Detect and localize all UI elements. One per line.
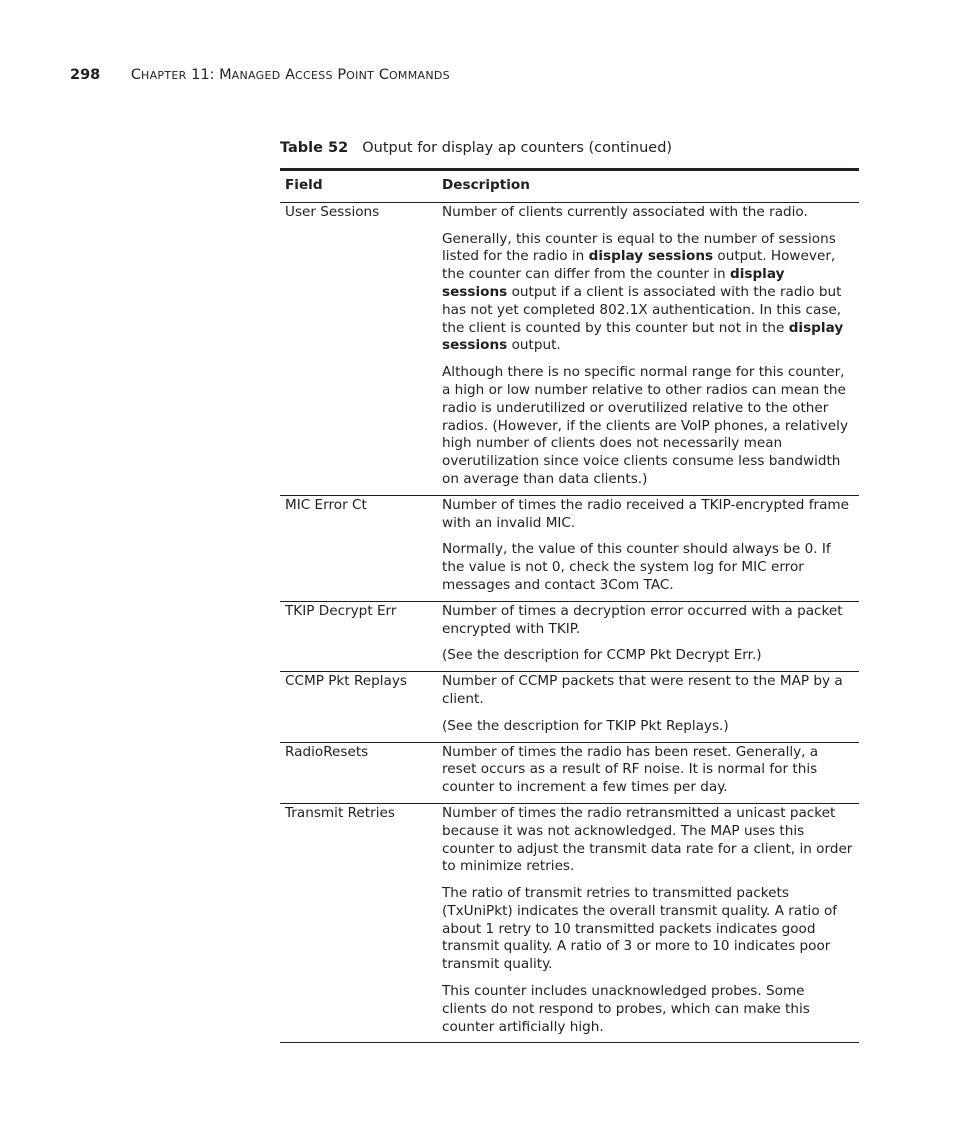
description-paragraph: Although there is no specific normal range for this counter, a high or low number relative to other radios can mean the radio is underutilized or overutilized relative to the other radios. (However, if the clients are VoIP phones, a relatively high number of clients does not necessarily mean overutilization since voice clients consume less bandwidth on average than data clients.) bbox=[442, 364, 848, 487]
counters-table bbox=[280, 168, 859, 1043]
description-paragraph: Normally, the value of this counter should always be 0. If the value is not 0, check the system log for MIC error messages and contact 3Com TAC. bbox=[442, 541, 831, 593]
running-head bbox=[70, 67, 450, 83]
description-paragraph: Generally, this counter is equal to the number of sessions listed for the radio in display sessions output. However, the counter can differ from the counter in display sessions output if a client is associated with the radio but has not yet completed 802.1X authentication. In this case, the client is counted by this counter but not in the display sessions output. bbox=[442, 230, 844, 354]
description-paragraph: Number of times the radio has been reset. Generally, a reset occurs as a result of RF noise. It is normal for this counter to increment a few times per day. bbox=[442, 743, 819, 796]
header-field: Field bbox=[285, 177, 323, 193]
table-row bbox=[280, 202, 859, 495]
field-description bbox=[437, 742, 859, 803]
description-paragraph: Number of times the radio retransmitted a unicast packet because it was not acknowledged. The MAP uses this counter to adjust the transmit data rate for a client, in order to minimize retries. bbox=[442, 804, 853, 875]
field-name: RadioResets bbox=[285, 743, 369, 760]
table-row bbox=[280, 742, 859, 803]
table-row bbox=[280, 601, 859, 671]
field-name: MIC Error Ct bbox=[285, 496, 367, 513]
description-paragraph: This counter includes unacknowledged probes. Some clients do not respond to probes, which can make this counter artificially high. bbox=[442, 983, 810, 1035]
command-name: display sessions bbox=[442, 319, 844, 354]
table-title: Output for display ap counters (continued) bbox=[362, 140, 673, 156]
field-name: TKIP Decrypt Err bbox=[285, 602, 397, 619]
command-name: display sessions bbox=[588, 248, 714, 265]
description-paragraph: Number of times a decryption error occurred with a packet encrypted with TKIP. bbox=[442, 602, 843, 637]
header-description: Description bbox=[442, 177, 530, 193]
table-row bbox=[280, 803, 859, 1043]
field-name: CCMP Pkt Replays bbox=[285, 673, 408, 690]
field-description bbox=[437, 495, 859, 601]
field-description bbox=[437, 672, 859, 742]
table-number: Table 52 bbox=[280, 140, 349, 156]
command-name: display sessions bbox=[442, 266, 785, 300]
table-row bbox=[280, 672, 859, 742]
table-caption bbox=[280, 140, 672, 156]
description-paragraph: Number of clients currently associated with the radio. bbox=[442, 203, 808, 220]
page-number: 298 bbox=[70, 67, 101, 83]
description-paragraph: Number of times the radio received a TKIP-encrypted frame with an invalid MIC. bbox=[442, 496, 850, 531]
description-paragraph: Number of CCMP packets that were resent to the MAP by a client. bbox=[442, 673, 843, 707]
field-description bbox=[437, 202, 859, 495]
field-name: Transmit Retries bbox=[285, 804, 395, 821]
field-description bbox=[437, 601, 859, 671]
table-row bbox=[280, 495, 859, 601]
description-paragraph: (See the description for TKIP Pkt Replays.) bbox=[442, 717, 729, 734]
field-name: User Sessions bbox=[285, 203, 380, 220]
chapter-title: CHAPTER 11: MANAGED ACCESS POINT COMMANDS bbox=[130, 67, 450, 83]
description-paragraph: The ratio of transmit retries to transmitted packets (TxUniPkt) indicates the overall transmit quality. A ratio of about 1 retry to 10 transmitted packets indicates good transmit quality. A ratio of 3 or more to 10 indicates poor transmit quality. bbox=[442, 885, 838, 973]
field-description bbox=[437, 803, 859, 1043]
description-paragraph: (See the description for CCMP Pkt Decrypt Err.) bbox=[442, 647, 762, 664]
table-header-row bbox=[280, 170, 859, 203]
